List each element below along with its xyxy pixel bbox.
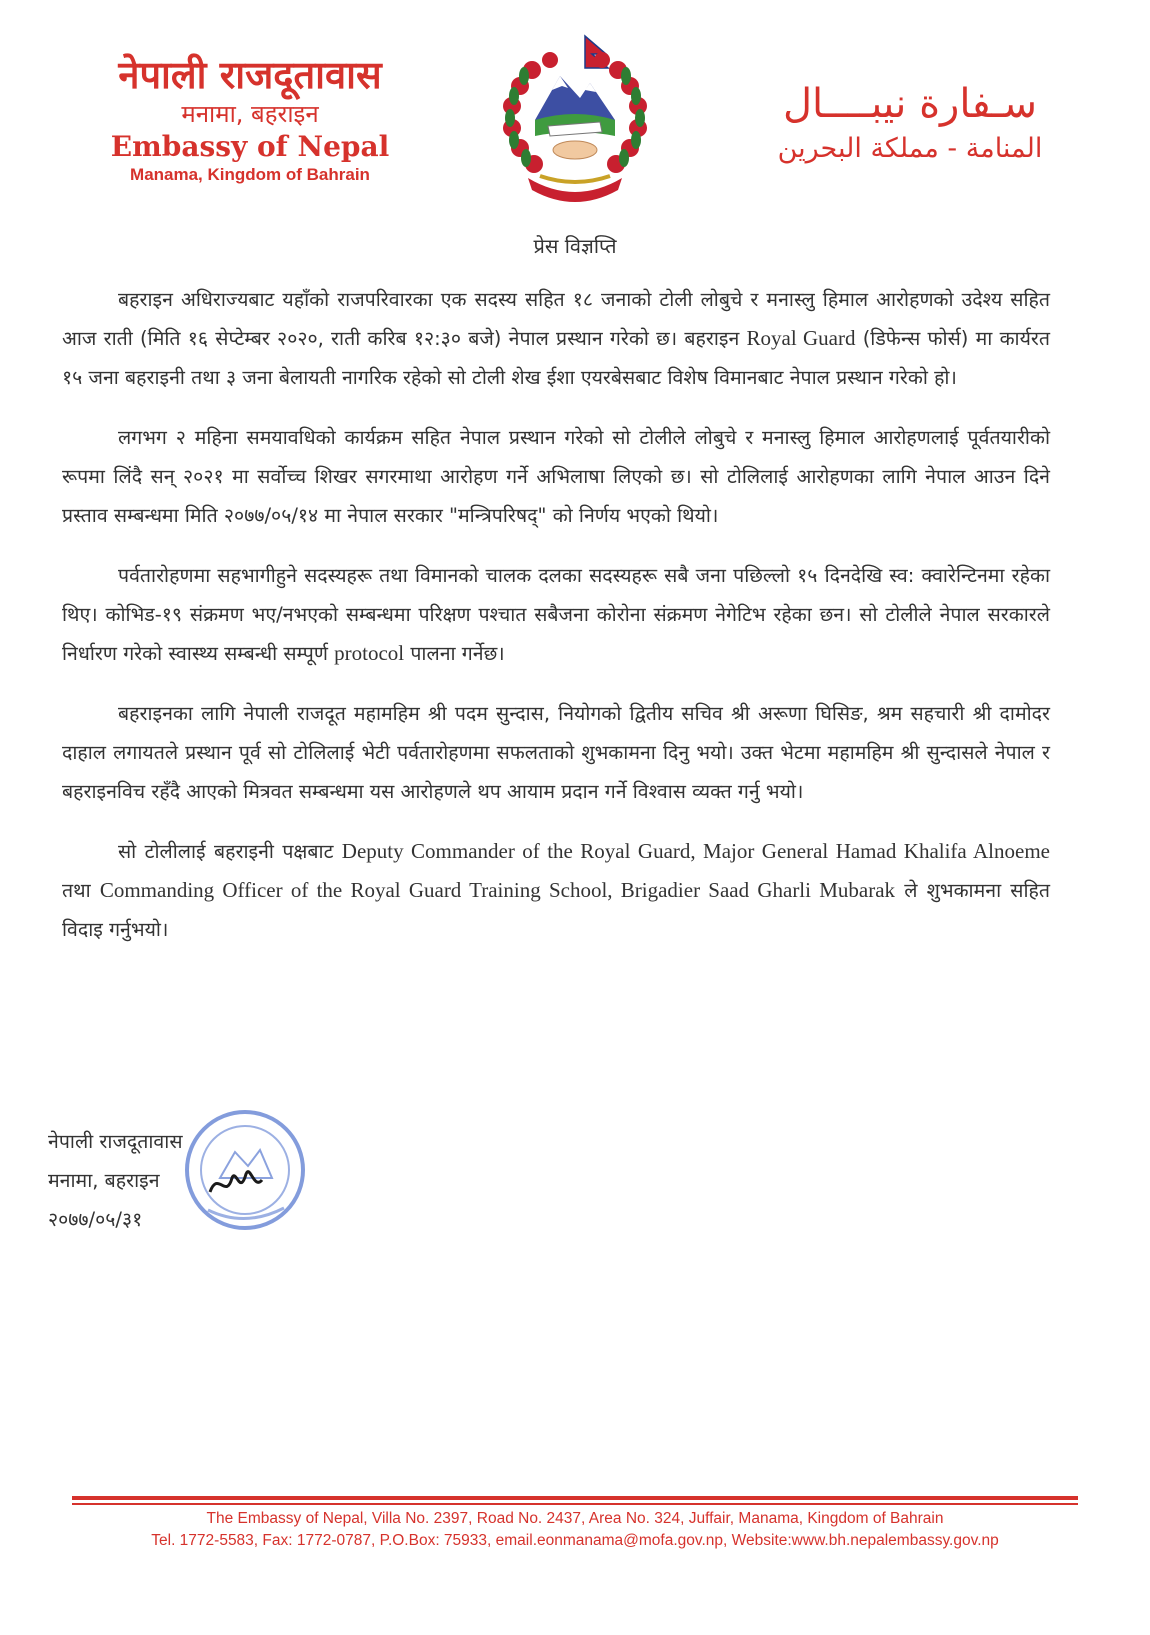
embassy-city-english: Manama, Kingdom of Bahrain	[130, 165, 370, 184]
paragraph-3-latin: protocol	[334, 641, 405, 665]
paragraph-5	[62, 832, 1050, 949]
paragraph-3	[62, 556, 1050, 673]
letterhead-left	[90, 52, 410, 186]
paragraph-5-part-c: ले शुभकामना सहित विदाइ गर्नुभयो।	[62, 879, 1051, 941]
embassy-city-nepali: मनामा, बहराइन	[181, 100, 319, 128]
official-stamp-icon	[180, 1100, 310, 1240]
paragraph-1-part-b: (डिफेन्स फोर्स) मा कार्यरत १५ जना बहराइनी तथा ३ जना बेलायती नागरिक रहेको सो टोली शेख ईशा एयरबेसबाट विशेष विमानबाट नेपाल प्रस्थान गरेको हो।	[62, 327, 1050, 389]
embassy-title-nepali: नेपाली राजदूतावास	[118, 53, 382, 97]
paragraph-5-latin-1: Deputy Commander of the Royal Guard, Major General Hamad Khalifa Alnoeme	[341, 839, 1050, 863]
footer-line-address: The Embassy of Nepal, Villa No. 2397, Road No. 2437, Area No. 324, Juffair, Manama, Kingdom of Bahrain	[206, 1510, 944, 1527]
paragraph-5-part-b: तथा	[62, 879, 91, 902]
embassy-city-arabic: المنامة - مملكة البحرين	[777, 133, 1043, 164]
letterhead-right	[745, 78, 1075, 168]
footer-rule-thick	[72, 1496, 1078, 1500]
paragraph-1-part-a: बहराइन अधिराज्यबाट यहाँको राजपरिवारका एक सदस्य सहित १८ जनाको टोली लोबुचे र मनास्लु हिमाल आरोहणको उदेश्य सहित आज राती (मिति १६ सेप्टेम्बर २०२०, राती करिब १२:३० बजे) नेपाल प्रस्थान गरेको छ। बहराइन	[62, 288, 1050, 350]
paragraph-5-latin-2: Commanding Officer of the Royal Guard Training School, Brigadier Saad Gharli Mubarak	[99, 878, 896, 902]
footer-rule-thin	[72, 1503, 1078, 1505]
paragraph-2: लगभग २ महिना समयावधिको कार्यक्रम सहित नेपाल प्रस्थान गरेको सो टोलीले लोबुचे र मनास्लु हिमाल आरोहणलाई पूर्वतयारीको रूपमा लिंदै सन् २०२१ मा सर्वोच्च शिखर सगरमाथा आरोहण गर्ने अभिलाषा लिएको छ। सो टोलिलाई आरोहणका लागि नेपाल आउन दिने प्रस्ताव सम्बन्धमा मिति २०७७/०५/१४ मा नेपाल सरकार "मन्त्रिपरिषद्" को निर्णय भएको थियो।	[62, 426, 1050, 527]
footer-line-contact: Tel. 1772-5583, Fax: 1772-0787, P.O.Box: 75933, email.eonmanama@mofa.gov.np, Website:www.bh.nepalembassy.gov.np	[151, 1532, 999, 1549]
paragraph-5-part-a: सो टोलीलाई बहराइनी पक्षबाट	[118, 840, 334, 863]
paragraph-1-latin: Royal Guard	[746, 326, 856, 350]
paragraph-4: बहराइनका लागि नेपाली राजदूत महामहिम श्री पदम सुन्दास, नियोगको द्वितीय सचिव श्री अरूणा घिसिङ, श्रम सहचारी श्री दामोदर दाहाल लगायतले प्रस्थान पूर्व सो टोलिलाई भेटी पर्वतारोहणमा सफलताको शुभकामना दिनु भयो। उक्त भेटमा महामहिम श्री सुन्दासले नेपाल र बहराइनविच रहँदै आएको मित्रवत सम्बन्धमा यस आरोहणले थप आयाम प्रदान गर्ने विश्वास व्यक्त गर्नु भयो।	[62, 702, 1050, 803]
embassy-title-english: Embassy of Nepal	[110, 130, 390, 163]
signature-line-embassy: नेपाली राजदूतावास	[48, 1130, 183, 1153]
nepal-emblem-icon	[490, 28, 660, 203]
signature-line-city: मनामा, बहराइन	[48, 1169, 160, 1192]
paragraph-3-part-b: पालना गर्नेछ।	[410, 642, 505, 665]
signature-block	[48, 1122, 183, 1239]
paragraph-1	[62, 280, 1050, 397]
embassy-title-arabic: سـفارة نيبــــال	[782, 81, 1038, 127]
document-heading: प्रेस विज्ञप्ति	[533, 234, 617, 258]
press-release-body	[62, 280, 1050, 970]
signature-line-date: २०७७/०५/३१	[48, 1208, 143, 1231]
paragraph-3-part-a: पर्वतारोहणमा सहभागीहुने सदस्यहरू तथा विमानको चालक दलका सदस्यहरू सबै जना पछिल्लो १५ दिनदेखि स्व: क्वारेन्टिनमा रहेका थिए। कोभिड-१९ संक्रमण भए/नभएको सम्बन्धमा परिक्षण पश्चात सबैजना कोरोना संक्रमण नेगेटिभ रहेका छन। सो टोलीले नेपाल सरकारले निर्धारण गरेको स्वास्थ्य सम्बन्धी सम्पूर्ण	[62, 564, 1050, 665]
footer-address	[0, 1508, 1150, 1552]
